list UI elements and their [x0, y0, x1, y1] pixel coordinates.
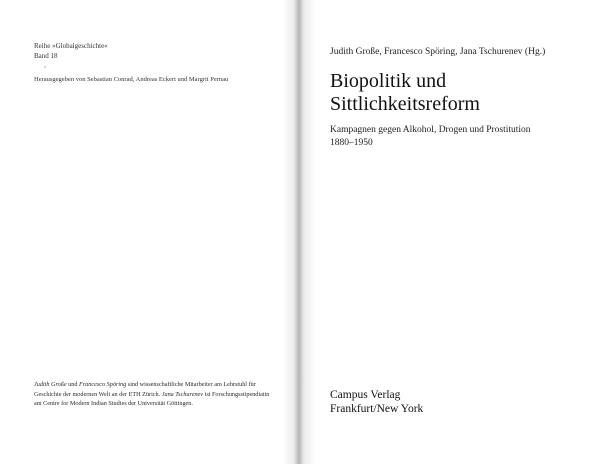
bio-author-name: Judith Große: [34, 381, 67, 388]
series-name: Reihe »Globalgeschichte«: [34, 42, 108, 50]
bio-text: sind wissenschaftliche Mitarbeiter am Lehrstuhl für Geschichte der modernen Welt an der ETH Zürich.: [34, 381, 256, 398]
book-title: [330, 70, 480, 116]
subtitle-years: 1880–1950: [330, 138, 373, 148]
bio-author-name: Jana Tschurenev: [161, 390, 204, 398]
book-gutter-shadow: [282, 0, 316, 464]
book-editors: Judith Große, Francesco Spöring, Jana Tschurenev (Hg.): [330, 47, 546, 57]
series-editors: Herausgegeben von Sebastian Conrad, Andreas Eckert und Margrit Pernau: [34, 76, 229, 83]
bio-author-name: Francesco Spöring: [78, 381, 127, 388]
title-line: Biopolitik und: [330, 70, 447, 92]
bio-text: und: [66, 381, 79, 388]
series-volume: Band 18: [34, 52, 58, 60]
publisher-imprint: [330, 388, 423, 416]
small-mark: °: [44, 67, 46, 72]
title-line: Sittlichkeitsreform: [330, 93, 480, 115]
publisher-name: Campus Verlag: [330, 389, 401, 401]
publisher-location: Frankfurt/New York: [330, 403, 424, 415]
book-subtitle: [330, 124, 531, 150]
bio-text: ist Forschungsstipendiatin am Centre for Modern Indian Studies der Universität Göttingen.: [34, 390, 270, 408]
subtitle-line: Kampagnen gegen Alkohol, Drogen und Prostitution: [330, 125, 531, 135]
series-info: [34, 41, 108, 61]
author-bio-note: [34, 380, 272, 409]
